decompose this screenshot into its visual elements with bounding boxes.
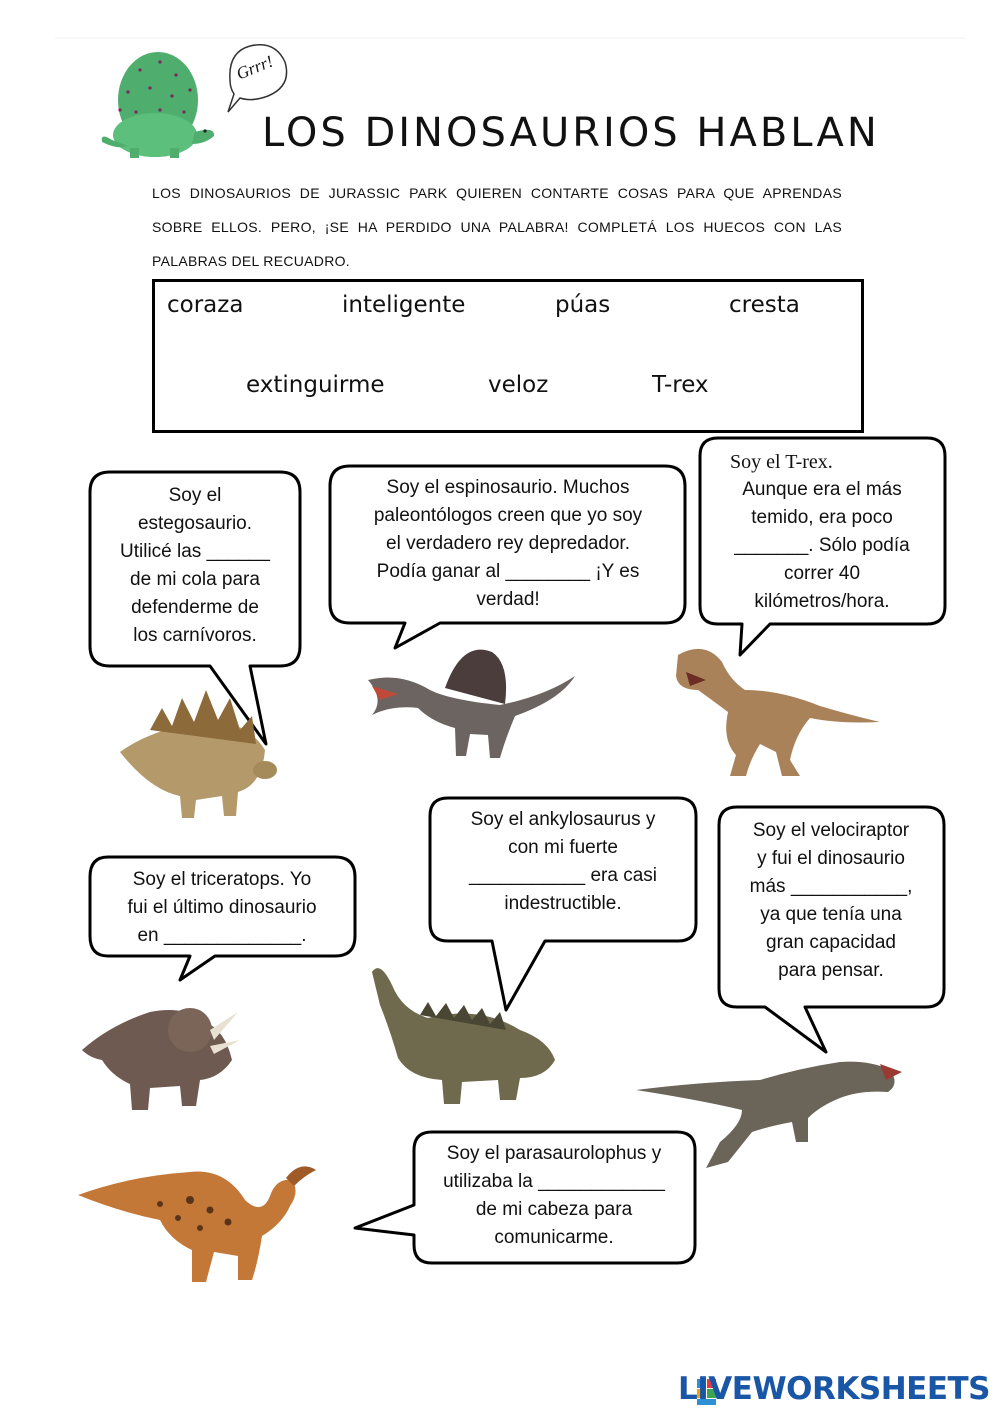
- word-bank-item: coraza: [167, 292, 244, 318]
- parasaurolophus-image: [78, 1166, 316, 1282]
- triceratops-blank[interactable]: en _____________.: [137, 925, 307, 946]
- triceratops-image: [82, 1008, 240, 1110]
- spinosaurus-image: [368, 650, 575, 758]
- ankylosaurus-blank[interactable]: ___________ era casi: [468, 865, 658, 886]
- page-title: LOS DINOSAURIOS HABLAN: [262, 110, 880, 156]
- word-bank-item: extinguirme: [246, 372, 385, 398]
- spinosaurus-blank[interactable]: Podía ganar al ________ ¡Y es: [376, 561, 640, 582]
- word-bank: [152, 279, 864, 433]
- ankylosaurus-image: [372, 968, 555, 1104]
- word-bank-item: cresta: [729, 292, 800, 318]
- trex-text: Soy el T-rex. Aunque era el más temido, era poco _______. Sólo podía correr 40 kilómetros/hora.: [704, 448, 940, 616]
- footer-brand: LIVEWORKSHEETS: [678, 1371, 990, 1407]
- word-bank-item: inteligente: [342, 292, 466, 318]
- word-bank-item: veloz: [488, 372, 549, 398]
- velociraptor-text: Soy el velociraptor y fui el dinosaurio más ___________, ya que tenía una gran capacidad para pensar.: [722, 817, 940, 985]
- trex-blank[interactable]: _______. Sólo podía: [734, 535, 910, 556]
- triceratops-text: Soy el triceratops. Yo fui el último dinosaurio en _____________.: [94, 866, 350, 950]
- word-bank-item: púas: [555, 292, 611, 318]
- parasaurolophus-blank[interactable]: utilizaba la ____________: [443, 1171, 665, 1192]
- spinosaurus-text: Soy el espinosaurio. Muchos paleontólogos creen que yo soy el verdadero rey depredador. Podía ganar al ________ ¡Y es verdad!: [336, 474, 680, 614]
- grrr-label: Grrr!: [233, 51, 276, 84]
- trex-image: [676, 649, 880, 776]
- grrr-bubble: [228, 45, 287, 112]
- stegosaurus-text: Soy el estegosaurio. Utilicé las ______ de mi cola para defenderme de los carnívoros.: [96, 482, 294, 650]
- stegosaurus-blank[interactable]: Utilicé las ______: [120, 541, 270, 562]
- word-bank-item: T-rex: [652, 372, 709, 398]
- velociraptor-blank[interactable]: más ___________,: [749, 876, 913, 897]
- parasaurolophus-text: Soy el parasaurolophus y utilizaba la ____________ de mi cabeza para comunicarme.: [418, 1140, 690, 1252]
- ankylosaurus-text: Soy el ankylosaurus y con mi fuerte ___________ era casi indestructible.: [436, 806, 690, 918]
- intro-text: LOS DINOSAURIOS DE JURASSIC PARK QUIEREN CONTARTE COSAS PARA QUE APRENDAS SOBRE ELLOS. PERO, ¡SE HA PERDIDO UNA PALABRA! COMPLETÁ LOS HUECOS CON LAS PALABRAS DEL RECUADRO.: [152, 185, 842, 269]
- cartoon-dinosaur-icon: [102, 52, 214, 158]
